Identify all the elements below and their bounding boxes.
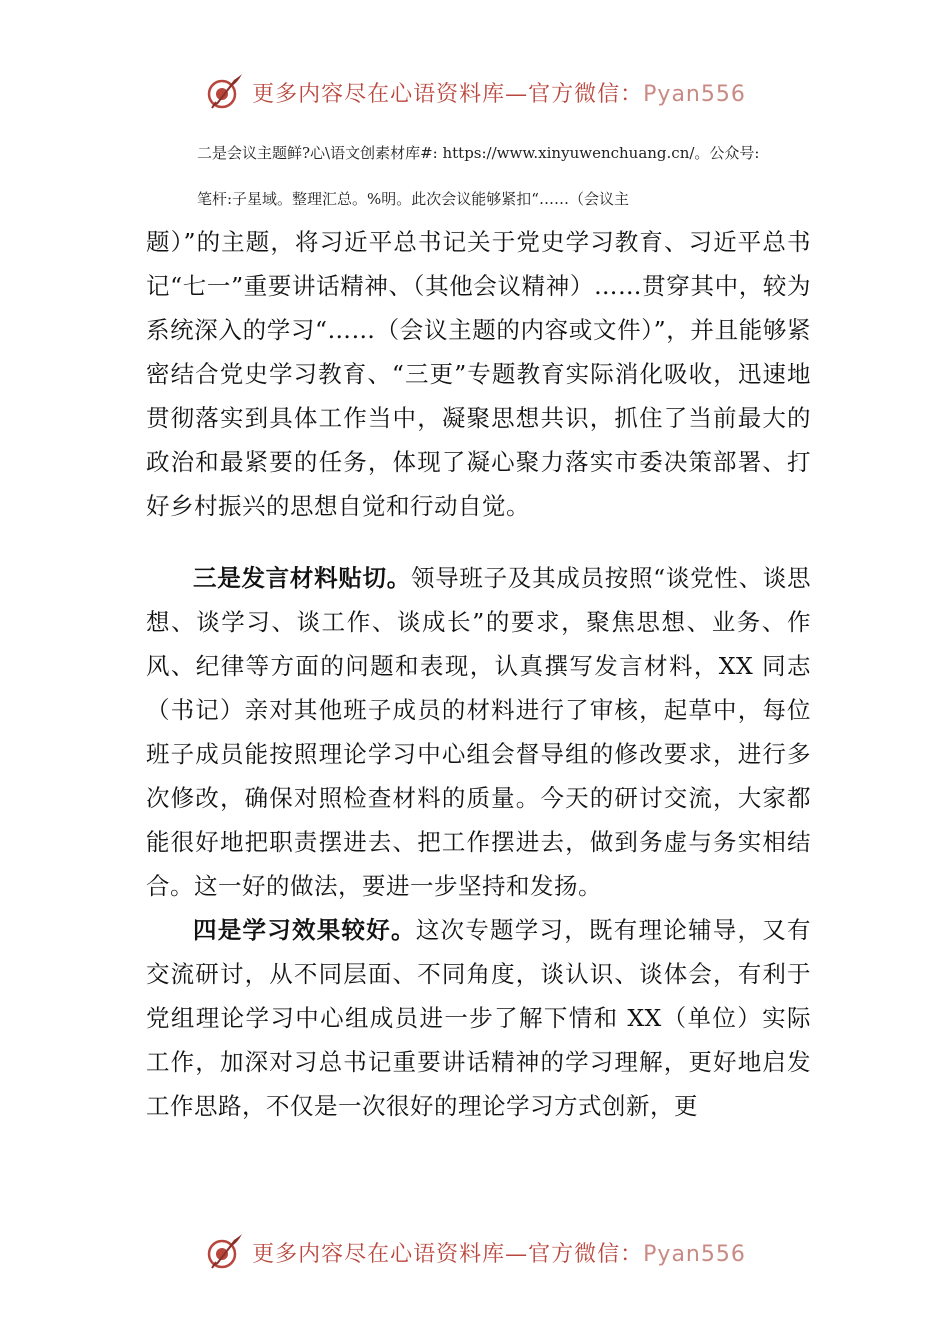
quill-logo-icon <box>204 1232 244 1272</box>
paragraph-3 <box>146 908 811 1128</box>
quill-logo-icon <box>204 72 244 112</box>
paragraph-2-text: 领导班子及其成员按照“谈党性、谈思想、谈学习、谈工作、谈成长”的要求，聚焦思想、业务、作风、纪律等方面的问题和表现，认真撰写发言材料，XX 同志（书记）亲对其他班子成员的材料进行了审核，起草中，每位班子成员能按照理论学习中心组会督导组的修改要求，进行多次修改，确保对照检查材料的质量。今天的研讨交流，大家都能很好地把职责摆进去、把工作摆进去，做到务虚与务实相结合。这一好的做法，要进一步坚持和发扬。 <box>146 564 812 900</box>
header-wechat-id: Pyan556 <box>643 81 746 107</box>
header-banner <box>0 68 950 116</box>
paragraph-2 <box>146 556 811 908</box>
paragraph-1: 题）”的主题，将习近平总书记关于党史学习教育、习近平总书记“七一”重要讲话精神、（其他会议精神）……贯穿其中，较为系统深入的学习“……（会议主题的内容或文件）”，并且能够紧密结合党史学习教育、“三更”专题教育实际消化吸收，迅速地贯彻落实到具体工作当中，凝聚思想共识，抓住了当前最大的政治和最紧要的任务，体现了凝心聚力落实市委决策部署、打好乡村振兴的思想自觉和行动自觉。 <box>146 228 811 520</box>
document-body <box>146 220 811 1128</box>
intro-line-1: 二是会议主题鲜?心\语文创素材库#: https://www.xinyuwenchuang.cn/。公众号: <box>197 144 760 162</box>
paragraph-2-heading: 三是发言材料贴切。 <box>193 564 411 592</box>
paragraph-3-heading: 四是学习效果较好。 <box>193 916 416 944</box>
intro-line-2: 笔杆:子星域。整理汇总。%明。此次会议能够紧扣“……（会议主 <box>197 190 629 208</box>
paragraph-3-text: 这次专题学习，既有理论辅导，又有交流研讨，从不同层面、不同角度，谈认识、谈体会，有利于党组理论学习中心组成员进一步了解下情和 XX（单位）实际工作，加深对习总书记重要讲话精神的学习理解，更好地启发工作思路，不仅是一次很好的理论学习方式创新，更 <box>146 916 811 1120</box>
header-banner-text: 更多内容尽在心语资料库—官方微信：Pyan556 <box>252 81 746 107</box>
footer-banner <box>0 1228 950 1276</box>
footer-banner-text: 更多内容尽在心语资料库—官方微信：Pyan556 <box>252 1241 746 1267</box>
footer-wechat-id: Pyan556 <box>643 1241 746 1267</box>
